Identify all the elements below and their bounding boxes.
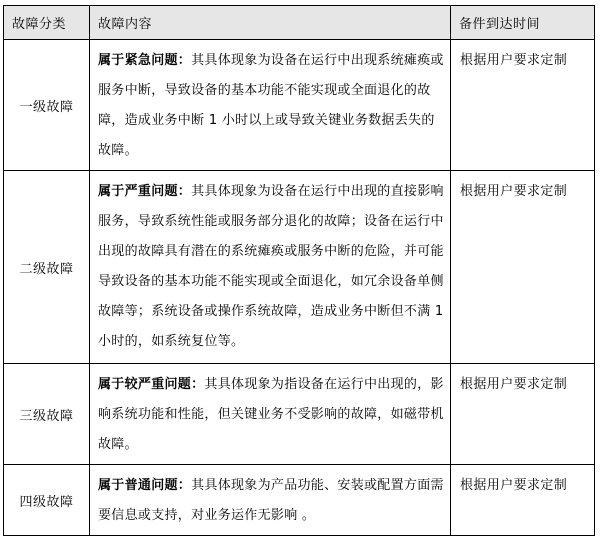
fault-title: 属于严重问题： <box>98 184 192 199</box>
arrival-time-cell: 根据用户要求定制 <box>451 364 595 465</box>
fault-title: 属于较严重问题： <box>98 377 205 392</box>
fault-description: 其具体现象为指设备在运行中出现的，影响系统功能和性能，但关键业务不受影响的故障，如磁带机故障。 <box>98 377 444 452</box>
fault-title: 属于紧急问题： <box>98 53 192 68</box>
fault-content-cell <box>90 364 451 465</box>
arrival-time-cell: 根据用户要求定制 <box>451 171 595 364</box>
arrival-time-cell: 根据用户要求定制 <box>451 40 595 171</box>
table-row <box>4 364 595 465</box>
fault-title: 属于普通问题： <box>98 478 192 493</box>
fault-level-table <box>3 5 595 536</box>
table-row <box>4 465 595 536</box>
table-header-row <box>4 6 595 40</box>
header-arrival-time: 备件到达时间 <box>451 6 595 40</box>
fault-content-cell <box>90 171 451 364</box>
fault-content-cell <box>90 465 451 536</box>
fault-content-cell <box>90 40 451 171</box>
fault-level-cell: 二级故障 <box>4 171 90 364</box>
fault-level-cell: 三级故障 <box>4 364 90 465</box>
table-row <box>4 40 595 171</box>
table-row <box>4 171 595 364</box>
fault-level-cell: 一级故障 <box>4 40 90 171</box>
header-content: 故障内容 <box>90 6 451 40</box>
arrival-time-cell: 根据用户要求定制 <box>451 465 595 536</box>
fault-description: 其具体现象为设备在运行中出现的直接影响服务，导致系统性能或服务部分退化的故障；设备在运行中出现的故障具有潜在的系统瘫痪或服务中断的危险，并可能导致设备的基本功能不能实现或全面退化，如冗余设备单侧故障等；系统设备或操作系统故障，造成业务中断但不满 1 小时的，如系统复位等。 <box>98 184 444 349</box>
fault-description: 其具体现象为产品功能、安装或配置方面需要信息或支持，对业务运作无影响 。 <box>98 478 444 523</box>
fault-level-cell: 四级故障 <box>4 465 90 536</box>
header-category: 故障分类 <box>4 6 90 40</box>
fault-description: 其具体现象为设备在运行中出现系统瘫痪或服务中断，导致设备的基本功能不能实现或全面退化的故障，造成业务中断 1 小时以上或导致关键业务数据丢失的故障。 <box>98 53 444 158</box>
